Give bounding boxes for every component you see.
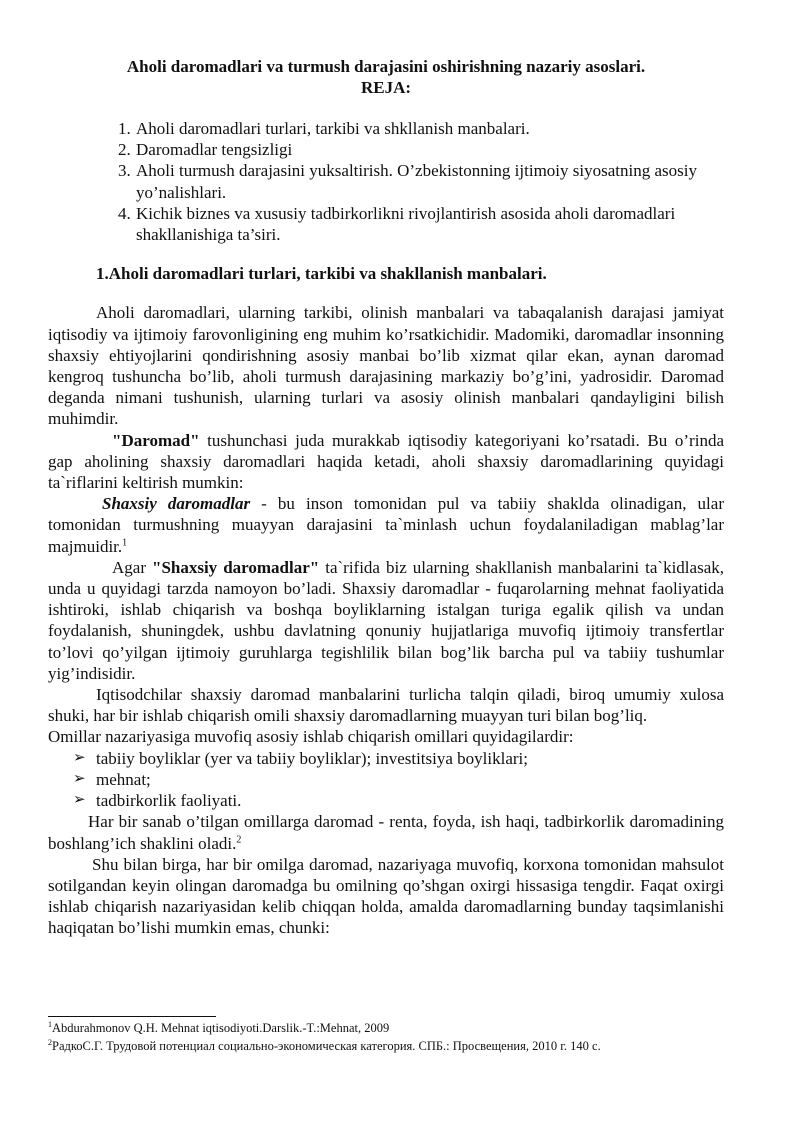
- paragraph-3-text: - bu inson tomonidan pul va tabiiy shaklda olinadigan, ular tomonidan turmushning muayyan darajasini ta`minlash uchun foydalaniladigan mablag’lar majmuidir.: [48, 494, 724, 556]
- paragraph-8: Shu bilan birga, har bir omilga daromad, nazariyaga muvofiq, korxona tomonidan mahsulot sotilgandan keyin olingan daromadga bu omilning qo’shgan oxirgi hissasiga tengdir. Faqat oxirgi ishlab chiqarish nazariyasidan kelib chiqqan holda, amalda daromadlarning bunday taqsimlanishi haqiqatan bo’lishi mumkin emas, chunki:: [48, 854, 724, 938]
- footnote-ref-2: 2: [236, 833, 242, 845]
- document-page: [48, 56, 724, 939]
- paragraph-4: [48, 557, 724, 684]
- paragraph-4-text: ta`rifida biz ularning shakllanish manbalarini ta`kidlasak, unda u quyidagi tarzda namoyon bo’ladi. Shaxsiy daromadlar - fuqarolarning mehnat faoliyatida ishtiroki, ishlab chiqarish va boshqa boyliklarning istalgan turiga egalik qilish va undan foydalanish, shuningdek, ushbu davlatning qonuniy hujjatlariga muvofiq ijtimoiy transfertlar to’lovi qo’yilgan ijtimoiy guruhlarga tegishlilik bilan bog’lik barcha pul va tabiiy tushumlar yig’indisidir.: [48, 557, 724, 683]
- paragraph-4-start: Agar: [112, 557, 152, 577]
- paragraph-3: [48, 493, 724, 557]
- paragraph-7: [48, 811, 724, 853]
- footnote-2-mark: 2: [48, 1037, 52, 1047]
- term-daromad: "Daromad": [112, 430, 200, 450]
- paragraph-2: [48, 430, 724, 494]
- plan-item-2: 2. Daromadlar tengsizligi: [135, 139, 724, 160]
- title-line-1: Aholi daromadlari va turmush darajasini oshirishning nazariy asoslari.: [126, 57, 646, 76]
- factor-item-3-text: tadbirkorlik faoliyati.: [96, 791, 242, 811]
- footnote-1-mark: 1: [48, 1019, 52, 1029]
- footnote-2: [48, 1039, 748, 1054]
- arrow-bullet-icon: ➢: [73, 770, 86, 787]
- footnote-ref-1: 1: [122, 537, 128, 548]
- paragraph-5: Iqtisodchilar shaxsiy daromad manbalarini turlicha talqin qiladi, biroq umumiy xulosa shuki, har bir ishlab chiqarish omili shaxsiy daromadlarning muayyan turi bilan bog’liq.: [48, 685, 724, 726]
- document-title: [48, 56, 724, 98]
- paragraph-1: Aholi daromadlari, ularning tarkibi, olinish manbalari va tabaqalanish darajasi jamiyat iqtisodiy va ijtimoiy farovonligining eng muhim ko’rsatkichidir. Madomiki, daromadlar insonning shaxsiy ehtiyojlarini qondirishning asosiy manbai bo’lib xizmat qilar ekan, aynan daromad kengroq tushuncha bo’lib, aholi turmush darajasining markaziy bo’g’ini, yadrosidir. Daromad deganda nimani tushunish, ularning turlari va asosiy olinish manbalari qandayligini bilish muhimdir.: [48, 303, 724, 429]
- plan-item-4: 4. Kichik biznes va xususiy tadbirkorlikni rivojlantirish asosida aholi daromadlari shakllanishiga ta’siri.: [135, 203, 724, 245]
- title-line-2: REJA:: [360, 78, 412, 97]
- plan-item-1: 1. Aholi daromadlari turlari, tarkibi va shkllanish manbalari.: [135, 118, 724, 139]
- paragraph-6: Omillar nazariyasiga muvofiq asosiy ishlab chiqarish omillari quyidagilardir:: [48, 727, 574, 747]
- footnote-2-text: РадкоС.Г. Трудовой потенциал социально-экономическая категория. СПБ.: Просвещения, 2010 г. 140 с.: [52, 1039, 601, 1053]
- plan-list: [48, 118, 724, 245]
- arrow-bullet-icon: ➢: [73, 792, 86, 809]
- factors-list: [48, 748, 724, 812]
- arrow-bullet-icon: ➢: [73, 749, 86, 766]
- paragraph-7-text: Har bir sanab o’tilgan omillarga daromad - renta, foyda, ish haqi, tadbirkorlik daromadining boshlang’ich shaklini oladi.: [48, 812, 724, 853]
- factor-item-1-text: tabiiy boyliklar (yer va tabiiy boyliklar); investitsiya boyliklari;: [96, 748, 528, 768]
- plan-item-3: 3. Aholi turmush darajasini yuksaltirish. O’zbekistonning ijtimoiy siyosatning asosiy yo’nalishlari.: [135, 160, 724, 202]
- term-shaxsiy-daromadlar-quoted: "Shaxsiy daromadlar": [152, 557, 320, 577]
- factor-item-2-text: mehnat;: [96, 769, 151, 789]
- footnote-1: [48, 1021, 748, 1036]
- footnote-divider: [48, 1016, 216, 1017]
- footnote-1-text: Abdurahmonov Q.H. Mehnat iqtisodiyoti.Darslik.-T.:Mehnat, 2009: [52, 1021, 390, 1035]
- factor-item-3: [73, 790, 724, 811]
- factor-item-1: [73, 748, 724, 769]
- factor-item-2: [73, 769, 724, 790]
- section-heading: 1.Aholi daromadlari turlari, tarkibi va shakllanish manbalari.: [96, 264, 547, 284]
- term-shaxsiy-daromadlar: Shaxsiy daromadlar: [102, 494, 251, 514]
- paragraph-2-text: tushunchasi juda murakkab iqtisodiy kategoriyani ko’rsatadi. Bu o’rinda gap aholining shaxsiy daromadlari haqida ketadi, aholi shaxsiy daromadlarining quyidagi ta`riflarini keltirish mumkin:: [48, 430, 724, 493]
